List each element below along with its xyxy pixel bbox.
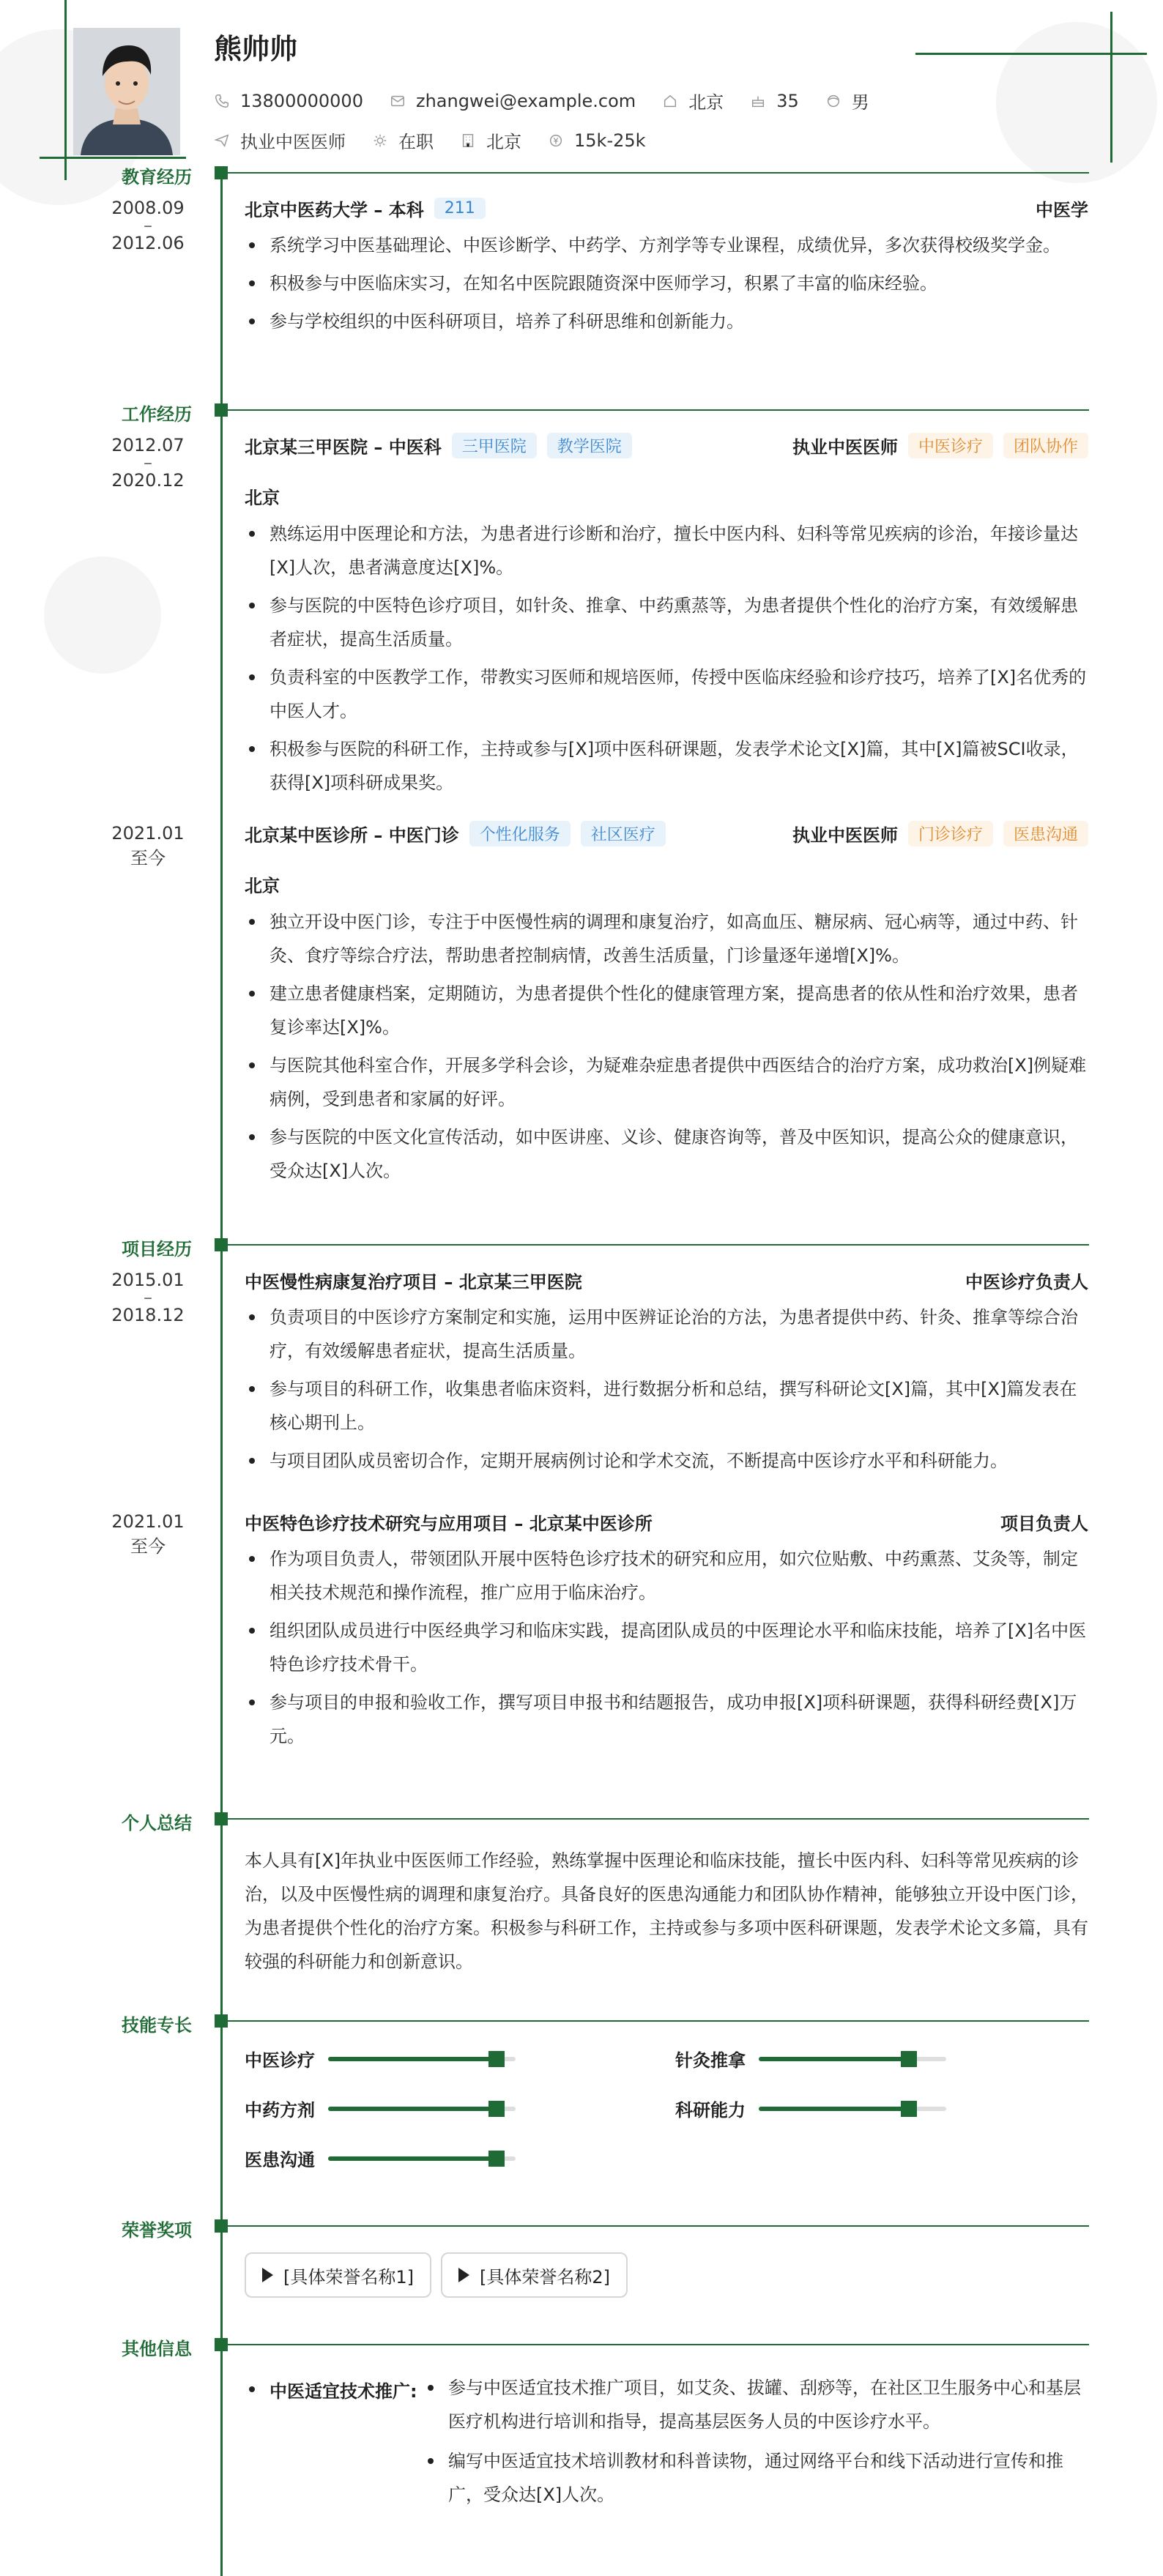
date-start: 2012.07 bbox=[111, 435, 185, 455]
date-separator: – bbox=[144, 1287, 152, 1308]
major: 中医学 bbox=[1036, 199, 1088, 220]
gender-text: 男 bbox=[851, 92, 869, 113]
skill-bar bbox=[759, 2107, 946, 2111]
skill-item bbox=[675, 2046, 946, 2071]
skill-fill bbox=[759, 2107, 909, 2111]
skill-fill bbox=[328, 2156, 497, 2161]
salary-item bbox=[548, 130, 646, 151]
city-item bbox=[662, 88, 724, 113]
decor-circle-mid-left bbox=[44, 556, 161, 674]
status-text: 在职 bbox=[398, 132, 434, 152]
status-icon bbox=[372, 133, 388, 149]
section-header bbox=[0, 2214, 1163, 2241]
home-icon bbox=[662, 93, 678, 109]
project-role: 中医诊疗负责人 bbox=[965, 1271, 1088, 1292]
timeline-node bbox=[215, 166, 228, 179]
decor-line bbox=[915, 53, 1147, 55]
timeline-node bbox=[215, 2219, 228, 2233]
project-bullets bbox=[245, 1300, 1088, 1482]
employer-name: 北京某三甲医院 – 中医科 bbox=[245, 436, 442, 458]
education-bullets bbox=[245, 228, 1088, 343]
section-divider bbox=[227, 1818, 1089, 1820]
role-tag: 团队协作 bbox=[1003, 433, 1088, 458]
skill-bar bbox=[328, 2156, 516, 2161]
skill-knob bbox=[901, 2051, 917, 2067]
list-item: 负责项目的中医诊疗方案制定和实施，运用中医辨证论治的方法，为患者提供中药、针灸、推拿等综合治疗，有效缓解患者症状，提高生活质量。 bbox=[245, 1300, 1088, 1368]
skill-item bbox=[675, 2096, 946, 2121]
date-end: 2018.12 bbox=[111, 1305, 185, 1325]
decor-line bbox=[1110, 12, 1112, 163]
date-start: 2021.01 bbox=[111, 823, 185, 844]
email-item bbox=[390, 91, 636, 111]
section-header bbox=[0, 1233, 1163, 1259]
work-location: 北京 bbox=[245, 876, 280, 896]
honor-label: [具体荣誉名称1] bbox=[283, 2266, 414, 2287]
age-text: 35 bbox=[776, 90, 799, 111]
section-header bbox=[0, 1807, 1163, 1834]
other-bullets bbox=[423, 2371, 1088, 2517]
section-title: 项目经历 bbox=[122, 1239, 192, 1259]
list-item: 参与中医适宜技术推广项目，如艾灸、拔罐、刮痧等，在社区卫生服务中心和基层医疗机构进行培训和指导，提高基层医务人员的中医诊疗水平。 bbox=[423, 2371, 1088, 2438]
job-title: 执业中医医师 bbox=[792, 436, 898, 458]
date-separator: – bbox=[144, 215, 152, 236]
avatar-portrait-icon bbox=[73, 28, 180, 155]
list-item: 独立开设中医门诊，专注于中医慢性病的调理和康复治疗，如高血压、糖尿病、冠心病等，通过中药、针灸、食疗等综合疗法，帮助患者控制病情，改善生活质量，门诊量逐年递增[X]%。 bbox=[245, 905, 1088, 972]
list-item: 参与医院的中医特色诊疗项目，如针灸、推拿、中药熏蒸等，为患者提供个性化的治疗方案，有效缓解患者症状，提高生活质量。 bbox=[245, 589, 1088, 656]
avatar bbox=[73, 28, 180, 155]
entry-date bbox=[104, 1271, 192, 1324]
list-item: 熟练运用中医理论和方法，为患者进行诊断和治疗，擅长中医内科、妇科等常见疾病的诊治，年接诊量达[X]人次，患者满意度达[X]%。 bbox=[245, 517, 1088, 584]
skill-bar bbox=[328, 2057, 516, 2061]
section-title: 工作经历 bbox=[122, 404, 192, 425]
list-item: 参与项目的科研工作，收集患者临床资料，进行数据分析和总结，撰写科研论文[X]篇，其中[X]篇发表在核心期刊上。 bbox=[245, 1372, 1088, 1440]
other-key: 中医适宜技术推广: bbox=[245, 2377, 417, 2402]
work-city-item bbox=[460, 127, 521, 153]
date-start: 2008.09 bbox=[111, 198, 185, 218]
employer-tag: 三甲医院 bbox=[452, 433, 537, 458]
date-separator: – bbox=[144, 453, 152, 473]
salary-text: 15k-25k bbox=[574, 130, 646, 151]
section-title: 技能专长 bbox=[122, 2015, 192, 2036]
skill-bar bbox=[328, 2107, 516, 2111]
list-item: 积极参与医院的科研工作，主持或参与[X]项中医科研课题，发表学术论文[X]篇，其中[X]篇被SCI收录，获得[X]项科研成果奖。 bbox=[245, 732, 1088, 800]
email-icon bbox=[390, 93, 406, 109]
date-end: 2012.06 bbox=[111, 233, 185, 253]
section-title: 教育经历 bbox=[122, 167, 192, 187]
skill-knob bbox=[901, 2101, 917, 2117]
skill-item bbox=[245, 2046, 516, 2071]
section-title: 个人总结 bbox=[122, 1813, 192, 1834]
school-tag: 211 bbox=[434, 198, 486, 219]
play-triangle-icon bbox=[262, 2268, 273, 2282]
honor-item bbox=[441, 2252, 628, 2298]
entry-date bbox=[104, 199, 192, 252]
list-item: 与医院其他科室合作，开展多学科会诊，为疑难杂症患者提供中西医结合的治疗方案，成功救治[X]例疑难病例，受到患者和家属的好评。 bbox=[245, 1049, 1088, 1116]
entry-date bbox=[104, 824, 192, 867]
employer-tag: 社区医疗 bbox=[581, 821, 666, 846]
skill-item bbox=[245, 2096, 516, 2121]
entry-header bbox=[245, 1265, 1088, 1295]
skill-label: 针灸推拿 bbox=[675, 2050, 746, 2071]
skill-bar bbox=[759, 2057, 946, 2061]
status-item bbox=[372, 127, 434, 153]
employer-name: 北京某中医诊所 – 中医门诊 bbox=[245, 824, 459, 846]
project-name: 中医特色诊疗技术研究与应用项目 – 北京某中医诊所 bbox=[245, 1513, 653, 1534]
list-item: 参与学校组织的中医科研项目，培养了科研思维和创新能力。 bbox=[245, 305, 1088, 338]
section-header bbox=[0, 2333, 1163, 2359]
list-item: 系统学习中医基础理论、中医诊断学、中药学、方剂学等专业课程，成绩优异，多次获得校级奖学金。 bbox=[245, 228, 1088, 262]
section-divider bbox=[227, 1244, 1089, 1246]
employer-tag: 个性化服务 bbox=[469, 821, 571, 846]
timeline-node bbox=[215, 1812, 228, 1825]
position-text: 执业中医医师 bbox=[240, 132, 346, 152]
list-item: 组织团队成员进行中医经典学习和临床实践，提高团队成员的中医理论水平和临床技能，培养了[X]名中医特色诊疗技术骨干。 bbox=[245, 1614, 1088, 1681]
list-item: 参与医院的中医文化宣传活动，如中医讲座、义诊、健康咨询等，普及中医知识，提高公众的健康意识，受众达[X]人次。 bbox=[245, 1120, 1088, 1188]
list-item: 编写中医适宜技术培训教材和科普读物，通过网络平台和线下活动进行宣传和推广，受众达[X]人次。 bbox=[423, 2444, 1088, 2512]
project-name: 中医慢性病康复治疗项目 – 北京某三甲医院 bbox=[245, 1271, 582, 1292]
role-tag: 医患沟通 bbox=[1003, 821, 1088, 846]
skill-fill bbox=[328, 2057, 497, 2061]
summary-text: 本人具有[X]年执业中医医师工作经验，熟练掌握中医理论和临床技能，擅长中医内科、妇科等常见疾病的诊治，以及中医慢性病的调理和康复治疗。具备良好的医患沟通能力和团队协作精神，能够独立开设中医门诊，为患者提供个性化的治疗方案。积极参与科研工作，主持或参与多项中医科研课题，发表学术论文多篇，具有较强的科研能力和创新意识。 bbox=[245, 1850, 1088, 1972]
decor-line bbox=[40, 157, 186, 159]
entry-date bbox=[104, 1513, 192, 1555]
work-bullets bbox=[245, 905, 1088, 1192]
list-item: 作为项目负责人，带领团队开展中医特色诊疗技术的研究和应用，如穴位贴敷、中药熏蒸、艾灸等，制定相关技术规范和操作流程，推广应用于临床治疗。 bbox=[245, 1542, 1088, 1609]
work-city-text: 北京 bbox=[486, 132, 521, 152]
age-item bbox=[750, 91, 799, 111]
skill-fill bbox=[759, 2057, 909, 2061]
school-name: 北京中医药大学 – 本科 bbox=[245, 199, 424, 220]
skill-knob bbox=[488, 2101, 505, 2117]
list-item: 与项目团队成员密切合作，定期开展病例讨论和学术交流，不断提高中医诊疗水平和科研能力。 bbox=[245, 1444, 1088, 1478]
section-header bbox=[0, 161, 1163, 187]
skill-label: 医患沟通 bbox=[245, 2150, 315, 2170]
send-icon bbox=[214, 133, 230, 149]
date-end: 2020.12 bbox=[111, 470, 185, 491]
honor-label: [具体荣誉名称2] bbox=[480, 2266, 610, 2287]
project-role: 项目负责人 bbox=[1000, 1513, 1088, 1534]
money-icon bbox=[548, 133, 564, 149]
list-item: 建立患者健康档案，定期随访，为患者提供个性化的健康管理方案，提高患者的依从性和治疗效果，患者复诊率达[X]%。 bbox=[245, 977, 1088, 1044]
position-item bbox=[214, 127, 346, 153]
timeline-node bbox=[215, 2338, 228, 2351]
email-text: zhangwei@example.com bbox=[415, 90, 636, 111]
candidate-name: 熊帅帅 bbox=[214, 33, 298, 65]
decor-line bbox=[64, 0, 67, 180]
gender-item bbox=[825, 88, 869, 113]
entry-header bbox=[245, 431, 1088, 460]
phone-icon bbox=[214, 93, 230, 109]
section-divider bbox=[227, 172, 1089, 174]
work-location: 北京 bbox=[245, 488, 280, 508]
entry-header bbox=[245, 1507, 1088, 1536]
timeline-node bbox=[215, 403, 228, 417]
entry-date bbox=[104, 436, 192, 489]
phone-item bbox=[214, 91, 363, 111]
skill-label: 中医诊疗 bbox=[245, 2050, 315, 2071]
date-end: 至今 bbox=[130, 1536, 166, 1557]
skill-knob bbox=[488, 2151, 505, 2167]
section-divider bbox=[227, 2020, 1089, 2022]
entry-header bbox=[245, 819, 1088, 848]
list-item: 负责科室的中医教学工作，带教实习医师和规培医师，传授中医临床经验和诊疗技巧，培养了[X]名优秀的中医人才。 bbox=[245, 660, 1088, 728]
section-title: 荣誉奖项 bbox=[122, 2220, 192, 2241]
phone-text: 13800000000 bbox=[240, 90, 363, 111]
role-tag: 门诊诊疗 bbox=[908, 821, 993, 846]
building-icon bbox=[460, 133, 476, 149]
gender-icon bbox=[825, 93, 841, 109]
employer-tag: 教学医院 bbox=[547, 433, 632, 458]
contact-row bbox=[214, 88, 896, 113]
job-title: 执业中医医师 bbox=[792, 824, 898, 846]
work-bullets bbox=[245, 517, 1088, 804]
date-start: 2021.01 bbox=[111, 1511, 185, 1532]
list-item: 积极参与中医临床实习，在知名中医院跟随资深中医师学习，积累了丰富的临床经验。 bbox=[245, 267, 1088, 300]
entry-header bbox=[245, 193, 1088, 223]
honor-item bbox=[245, 2252, 431, 2298]
section-header bbox=[0, 2009, 1163, 2036]
skill-item bbox=[245, 2145, 516, 2171]
skill-fill bbox=[328, 2107, 497, 2111]
project-bullets bbox=[245, 1542, 1088, 1757]
job-intent-row bbox=[214, 127, 672, 153]
skill-label: 中药方剂 bbox=[245, 2100, 315, 2121]
skill-knob bbox=[488, 2051, 505, 2067]
timeline-node bbox=[215, 2014, 228, 2028]
date-end: 至今 bbox=[130, 848, 166, 868]
section-header bbox=[0, 398, 1163, 425]
timeline-node bbox=[215, 1238, 228, 1251]
section-title: 其他信息 bbox=[122, 2339, 192, 2359]
date-start: 2015.01 bbox=[111, 1270, 185, 1290]
cake-icon bbox=[750, 93, 766, 109]
role-tag: 中医诊疗 bbox=[908, 433, 993, 458]
section-divider bbox=[227, 2225, 1089, 2227]
list-item: 参与项目的申报和验收工作，撰写项目申报书和结题报告，成功申报[X]项科研课题，获得科研经费[X]万元。 bbox=[245, 1686, 1088, 1753]
skill-label: 科研能力 bbox=[675, 2100, 746, 2121]
city-text: 北京 bbox=[688, 92, 724, 113]
play-triangle-icon bbox=[458, 2268, 469, 2282]
section-divider bbox=[227, 409, 1089, 411]
resume-header bbox=[0, 0, 1163, 168]
section-divider bbox=[227, 2344, 1089, 2345]
